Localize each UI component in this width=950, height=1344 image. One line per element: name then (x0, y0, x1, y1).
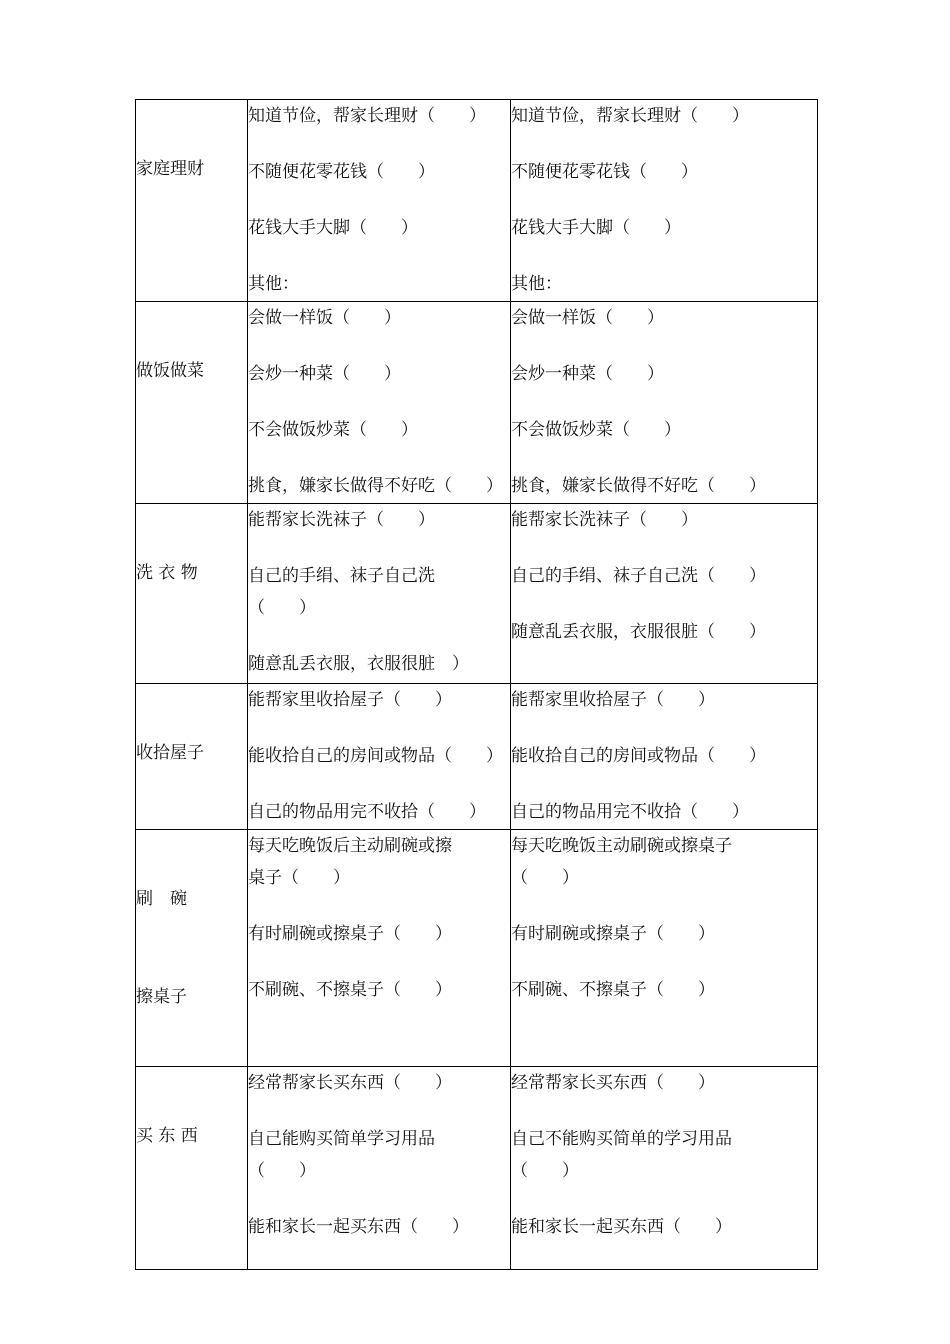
column-2-cell (511, 1067, 818, 1270)
option-text: 自己不能购买简单的学习用品 （ ） (511, 1129, 732, 1181)
column-2-cell (511, 684, 818, 830)
category-cell (136, 684, 248, 830)
category-label: 家庭理财 (136, 159, 204, 179)
category-cell (136, 302, 248, 504)
option-text: 有时刷碗或擦桌子（ ） (248, 924, 452, 944)
option-text: 能和家长一起买东西（ ） (511, 1217, 732, 1237)
option-text: 能收拾自己的房间或物品（ ） (248, 746, 503, 766)
table-row (136, 302, 818, 504)
option-text: 自己能购买简单学习用品 （ ） (248, 1129, 435, 1181)
option-text: 知道节俭，帮家长理财（ ） (248, 106, 486, 126)
option-text: 随意乱丢衣服，衣服很脏 ） (248, 654, 469, 674)
option-text: 能帮家里收拾屋子（ ） (248, 690, 452, 710)
category-cell (136, 1067, 248, 1270)
option-text: 会炒一种菜（ ） (248, 364, 401, 384)
option-text: 挑食，嫌家长做得不好吃（ ） (511, 476, 766, 496)
column-2-cell (511, 830, 818, 1067)
category-cell (136, 504, 248, 684)
category-cell (136, 100, 248, 302)
option-text: 不刷碗、不擦桌子（ ） (248, 980, 452, 1000)
option-text: 其他： (248, 274, 299, 294)
option-text: 花钱大手大脚（ ） (511, 218, 681, 238)
option-text: 能帮家长洗袜子（ ） (248, 510, 435, 530)
category-label: 买 东 西 (136, 1126, 198, 1146)
column-2-cell (511, 504, 818, 684)
option-text: 知道节俭，帮家长理财（ ） (511, 106, 749, 126)
option-text: 会炒一种菜（ ） (511, 364, 664, 384)
option-text: 不随便花零花钱（ ） (248, 162, 435, 182)
option-text: 不会做饭炒菜（ ） (248, 420, 418, 440)
category-label: 洗 衣 物 (136, 563, 198, 583)
option-text: 经常帮家长买东西（ ） (511, 1073, 715, 1093)
column-1-cell (248, 504, 511, 684)
option-text: 能收拾自己的房间或物品（ ） (511, 746, 766, 766)
option-text: 每天吃晚饭主动刷碗或擦桌子 （ ） (511, 836, 732, 888)
option-text: 每天吃晚饭后主动刷碗或擦 桌子（ ） (248, 836, 452, 888)
column-2-cell (511, 302, 818, 504)
table-row (136, 504, 818, 684)
option-text: 会做一样饭（ ） (511, 308, 664, 328)
option-text: 会做一样饭（ ） (248, 308, 401, 328)
option-text: 花钱大手大脚（ ） (248, 218, 418, 238)
option-text: 自己的物品用完不收拾（ ） (511, 802, 749, 822)
household-chores-table (135, 99, 818, 1270)
option-text: 不随便花零花钱（ ） (511, 162, 698, 182)
column-2-cell (511, 100, 818, 302)
table-row (136, 830, 818, 1067)
option-text: 其他： (511, 274, 562, 294)
column-1-cell (248, 684, 511, 830)
column-1-cell (248, 302, 511, 504)
table-body (136, 100, 818, 1270)
table-row (136, 1067, 818, 1270)
category-label: 刷 碗 (136, 889, 187, 909)
option-text: 能帮家里收拾屋子（ ） (511, 690, 715, 710)
category-cell (136, 830, 248, 1067)
column-1-cell (248, 1067, 511, 1270)
option-text: 挑食，嫌家长做得不好吃（ ） (248, 476, 503, 496)
category-label: 收拾屋子 (136, 743, 204, 763)
option-text: 自己的手绢、袜子自己洗 （ ） (248, 566, 435, 618)
option-text: 有时刷碗或擦桌子（ ） (511, 924, 715, 944)
option-text: 能帮家长洗袜子（ ） (511, 510, 698, 530)
option-text: 经常帮家长买东西（ ） (248, 1073, 452, 1093)
column-1-cell (248, 100, 511, 302)
table-row (136, 684, 818, 830)
option-text: 自己的手绢、袜子自己洗（ ） (511, 566, 766, 586)
category-label: 做饭做菜 (136, 361, 204, 381)
option-text: 不会做饭炒菜（ ） (511, 420, 681, 440)
option-text: 能和家长一起买东西（ ） (248, 1217, 469, 1237)
option-text: 自己的物品用完不收拾（ ） (248, 802, 486, 822)
option-text: 随意乱丢衣服，衣服很脏（ ） (511, 622, 766, 642)
table-row (136, 100, 818, 302)
option-text: 不刷碗、不擦桌子（ ） (511, 980, 715, 1000)
category-label: 擦桌子 (136, 987, 187, 1007)
column-1-cell (248, 830, 511, 1067)
